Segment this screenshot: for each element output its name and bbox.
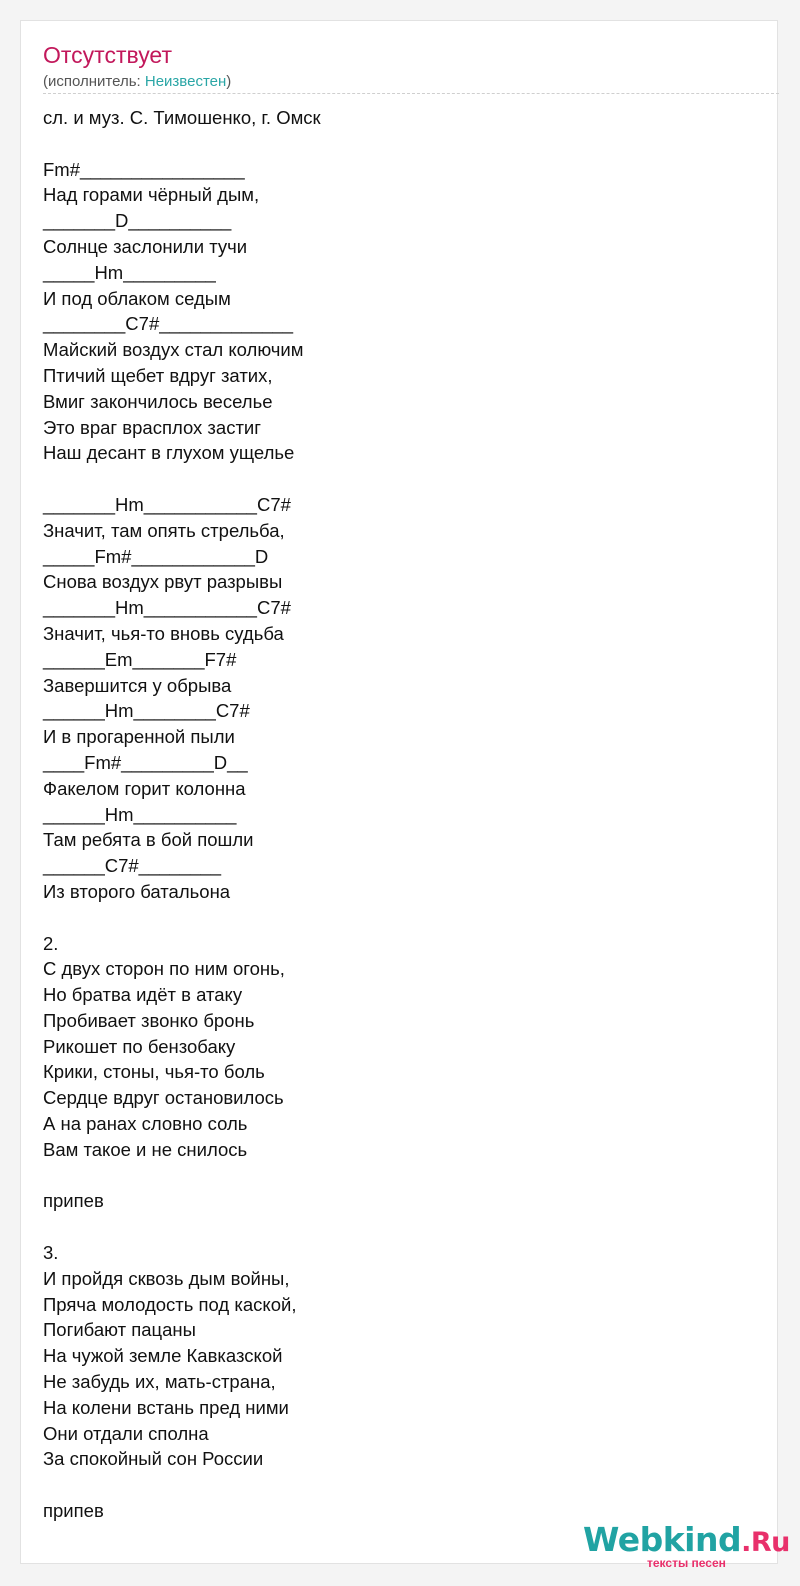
lyric-line: Но братва идёт в атаку [43, 984, 243, 1006]
lyric-line: Завершится у обрыва [43, 674, 232, 696]
lyric-line: Наш десант в глухом ущелье [43, 442, 295, 464]
lyric-line [43, 1214, 321, 1240]
artist-suffix: ) [226, 73, 232, 90]
lyric-line: Крики, стоны, чья-то боль [43, 1061, 265, 1083]
logo-tld: .Ru [741, 1527, 790, 1558]
lyric-line: Сердце вдруг остановилось [43, 1087, 284, 1109]
lyric-line: 2. [43, 932, 59, 954]
lyric-line: Птичий щебет вдруг затих, [43, 364, 273, 386]
logo-tagline: тексты песен [647, 1556, 726, 1570]
artist-prefix: (исполнитель: [43, 73, 145, 90]
lyric-line: ______Hm__________ [43, 803, 237, 825]
lyric-line: сл. и муз. С. Тимошенко, г. Омск [43, 107, 321, 128]
lyric-line: _______Hm___________C7# [43, 493, 291, 515]
lyric-line: припев [43, 1190, 104, 1212]
lyric-line: Они отдали сполна [43, 1422, 209, 1444]
lyric-line: Пробивает звонко бронь [43, 1009, 255, 1031]
lyric-line: Вам такое и не снилось [43, 1138, 248, 1160]
lyric-line: Пряча молодость под каской, [43, 1293, 297, 1315]
logo-wordmark [583, 1520, 790, 1559]
song-title: Отсутствует [43, 42, 172, 68]
lyric-line: За спокойный сон России [43, 1448, 264, 1470]
lyric-line: Над горами чёрный дым, [43, 184, 260, 206]
lyric-line: ______Em_______F7# [43, 648, 237, 670]
lyric-line: И пройдя сквозь дым войны, [43, 1267, 290, 1289]
header-divider [43, 93, 779, 94]
lyric-line: 3. [43, 1242, 59, 1264]
lyrics-text [43, 105, 321, 1524]
lyric-line: ________C7#_____________ [43, 313, 294, 335]
lyric-line: Значит, там опять стрельба, [43, 519, 285, 541]
lyric-line: Солнце заслонили тучи [43, 235, 248, 257]
lyric-line: И в прогаренной пыли [43, 726, 235, 748]
lyric-line: На чужой земле Кавказской [43, 1345, 283, 1367]
artist-line [43, 73, 231, 90]
lyric-line: ______Hm________C7# [43, 700, 250, 722]
lyric-line: С двух сторон по ним огонь, [43, 958, 285, 980]
lyric-line: ______C7#________ [43, 855, 221, 877]
lyric-line: Вмиг закончилось веселье [43, 390, 273, 412]
lyric-line [43, 1163, 321, 1189]
lyric-line: Факелом горит колонна [43, 777, 246, 799]
lyric-line: Там ребята в бой пошли [43, 829, 254, 851]
lyric-line: Значит, чья-то вновь судьба [43, 622, 284, 644]
lyric-line [43, 1472, 321, 1498]
lyric-line: _______Hm___________C7# [43, 597, 291, 619]
lyric-line: _____Hm_________ [43, 261, 216, 283]
lyric-line: На колени встань пред ними [43, 1396, 289, 1418]
lyric-line [43, 905, 321, 931]
lyric-line: Снова воздух рвут разрывы [43, 571, 283, 593]
site-logo[interactable] [583, 1520, 790, 1570]
lyric-line: припев [43, 1500, 104, 1522]
lyric-line: Это враг врасплох застиг [43, 416, 262, 438]
lyric-line [43, 466, 321, 492]
lyric-line: Майский воздух стал колючим [43, 339, 304, 361]
lyric-line: _____Fm#____________D [43, 545, 269, 567]
lyric-line: Не забудь их, мать-страна, [43, 1371, 276, 1393]
lyric-line: _______D__________ [43, 210, 232, 232]
lyric-line [43, 131, 321, 157]
logo-main-text: Webkind [583, 1520, 742, 1559]
lyric-line: А на ранах словно соль [43, 1113, 248, 1135]
lyric-line: ____Fm#_________D__ [43, 751, 248, 773]
lyrics-card [20, 20, 778, 1564]
lyric-line: Рикошет по бензобаку [43, 1035, 236, 1057]
lyric-line: И под облаком седым [43, 287, 231, 309]
lyric-line: Из второго батальона [43, 880, 231, 902]
artist-link[interactable]: Неизвестен [144, 73, 227, 90]
lyric-line: Погибают пацаны [43, 1319, 196, 1341]
lyric-line: Fm#________________ [43, 158, 245, 180]
